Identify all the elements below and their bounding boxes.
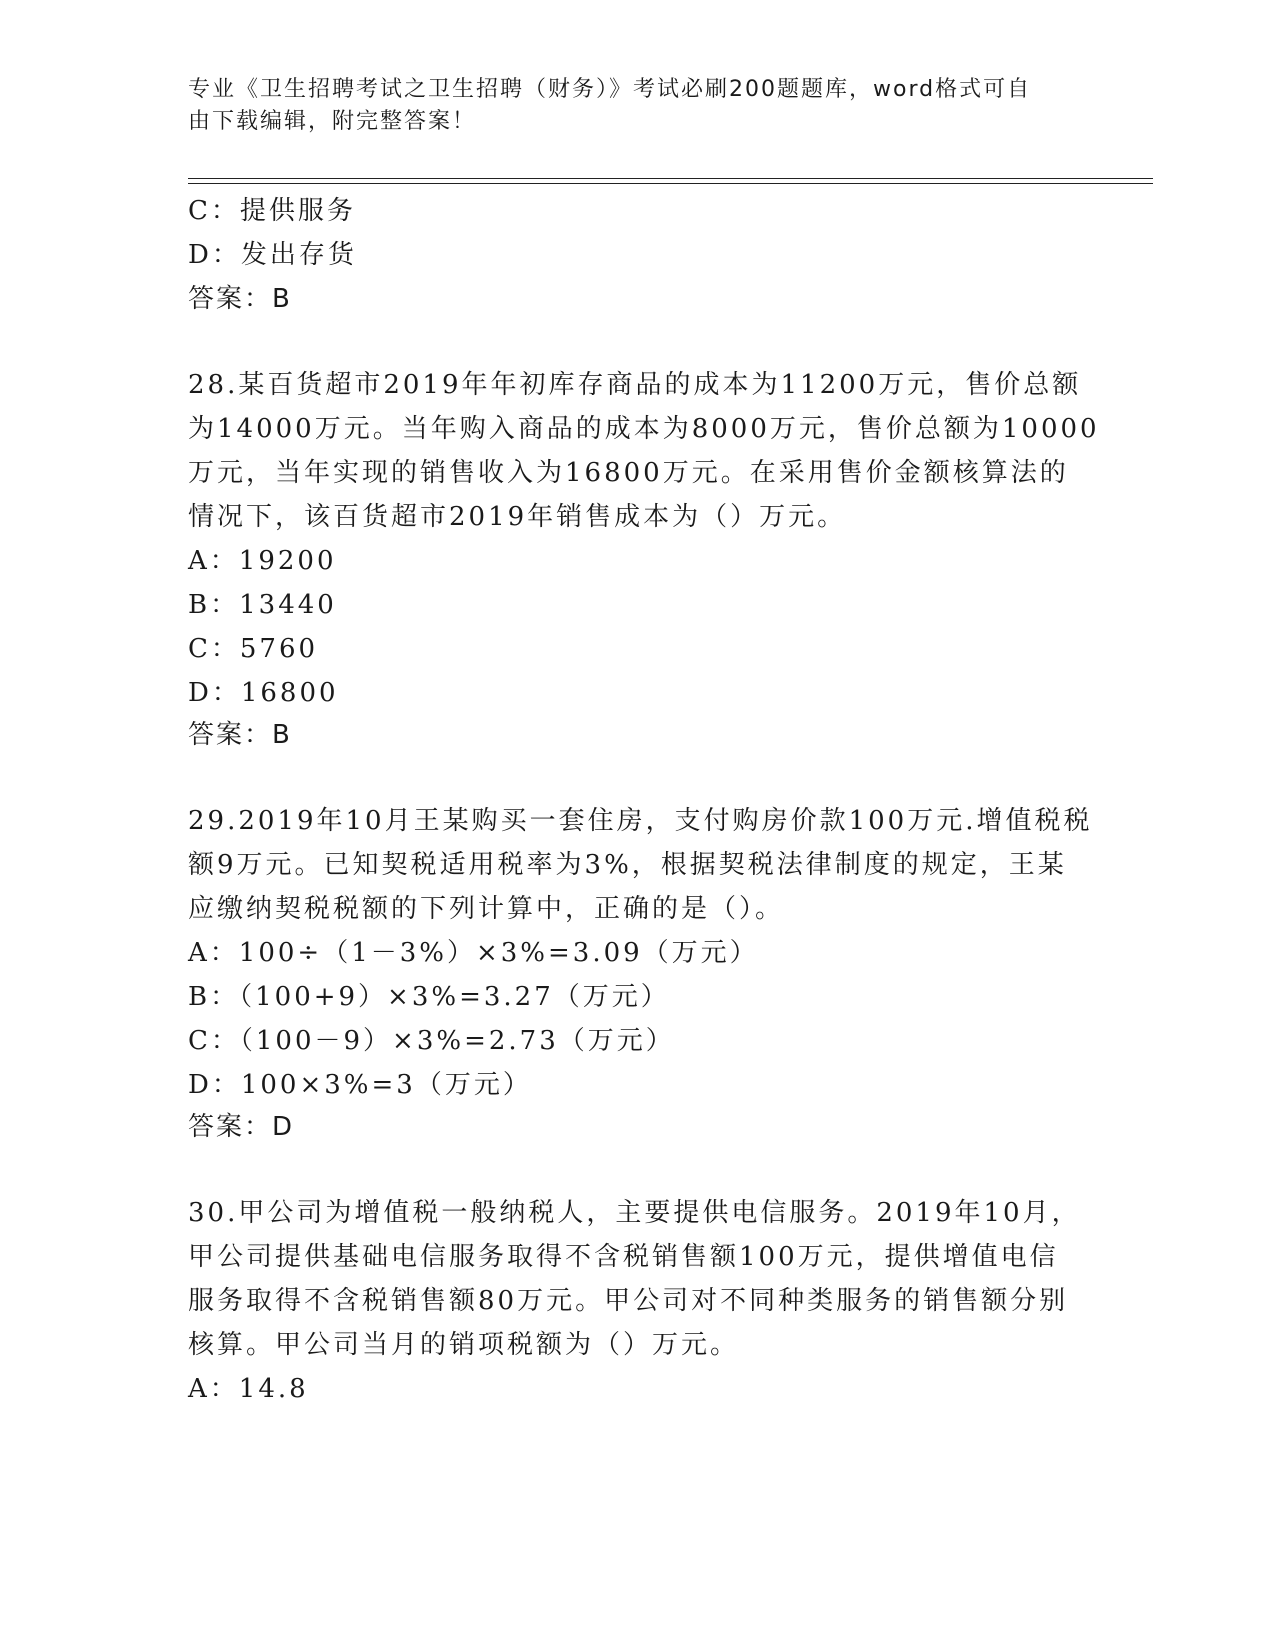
- q29-option-b: B：（100+9）×3%=3.27（万元）: [188, 982, 670, 1012]
- q28-text-line-3: 万元，当年实现的销售收入为16800万元。在采用售价金额核算法的: [188, 458, 1069, 488]
- q29-option-c: C：（100－9）×3%=2.73（万元）: [188, 1026, 675, 1056]
- q29-option-a: A：100÷（1－3%）×3%=3.09（万元）: [188, 938, 759, 968]
- q29-option-d: D：100×3%=3（万元）: [188, 1070, 532, 1100]
- q29-text-line-2: 额9万元。已知契税适用税率为3%，根据契税法律制度的规定，王某: [188, 850, 1067, 880]
- q29-answer: 答案：D: [188, 1112, 295, 1142]
- header-divider-bottom: [188, 183, 1153, 184]
- q28-option-d: D：16800: [188, 678, 339, 708]
- q29-text-line-1: 29.2019年10月王某购买一套住房，支付购房价款100万元.增值税税: [188, 806, 1093, 836]
- prev-answer: 答案：B: [188, 284, 292, 314]
- q30-text-line-1: 30.甲公司为增值税一般纳税人，主要提供电信服务。2019年10月，: [188, 1198, 1081, 1228]
- header-divider-top: [188, 178, 1153, 179]
- prev-option-c: C：提供服务: [188, 196, 356, 226]
- header-line-1: 专业《卫生招聘考试之卫生招聘（财务）》考试必刷200题题库，word格式可自: [188, 77, 1032, 102]
- prev-option-d: D：发出存货: [188, 240, 357, 270]
- q28-text-line-1: 28.某百货超市2019年年初库存商品的成本为11200万元，售价总额: [188, 370, 1082, 400]
- q29-text-line-3: 应缴纳契税税额的下列计算中，正确的是（）。: [188, 894, 785, 924]
- q30-text-line-3: 服务取得不含税销售额80万元。甲公司对不同种类服务的销售额分别: [188, 1286, 1069, 1316]
- q28-option-a: A：19200: [188, 546, 337, 576]
- q30-text-line-4: 核算。甲公司当月的销项税额为（）万元。: [188, 1330, 740, 1360]
- q28-text-line-4: 情况下，该百货超市2019年销售成本为（）万元。: [188, 502, 847, 532]
- q28-text-line-2: 为14000万元。当年购入商品的成本为8000万元，售价总额为10000: [188, 414, 1100, 444]
- q28-answer: 答案：B: [188, 720, 292, 750]
- q28-option-b: B：13440: [188, 590, 337, 620]
- q30-option-a: A：14.8: [188, 1374, 309, 1404]
- q30-text-line-2: 甲公司提供基础电信服务取得不含税销售额100万元，提供增值电信: [188, 1242, 1059, 1272]
- q28-option-c: C：5760: [188, 634, 319, 664]
- header-line-2: 由下载编辑，附完整答案！: [188, 109, 477, 134]
- document-header: [188, 74, 1088, 138]
